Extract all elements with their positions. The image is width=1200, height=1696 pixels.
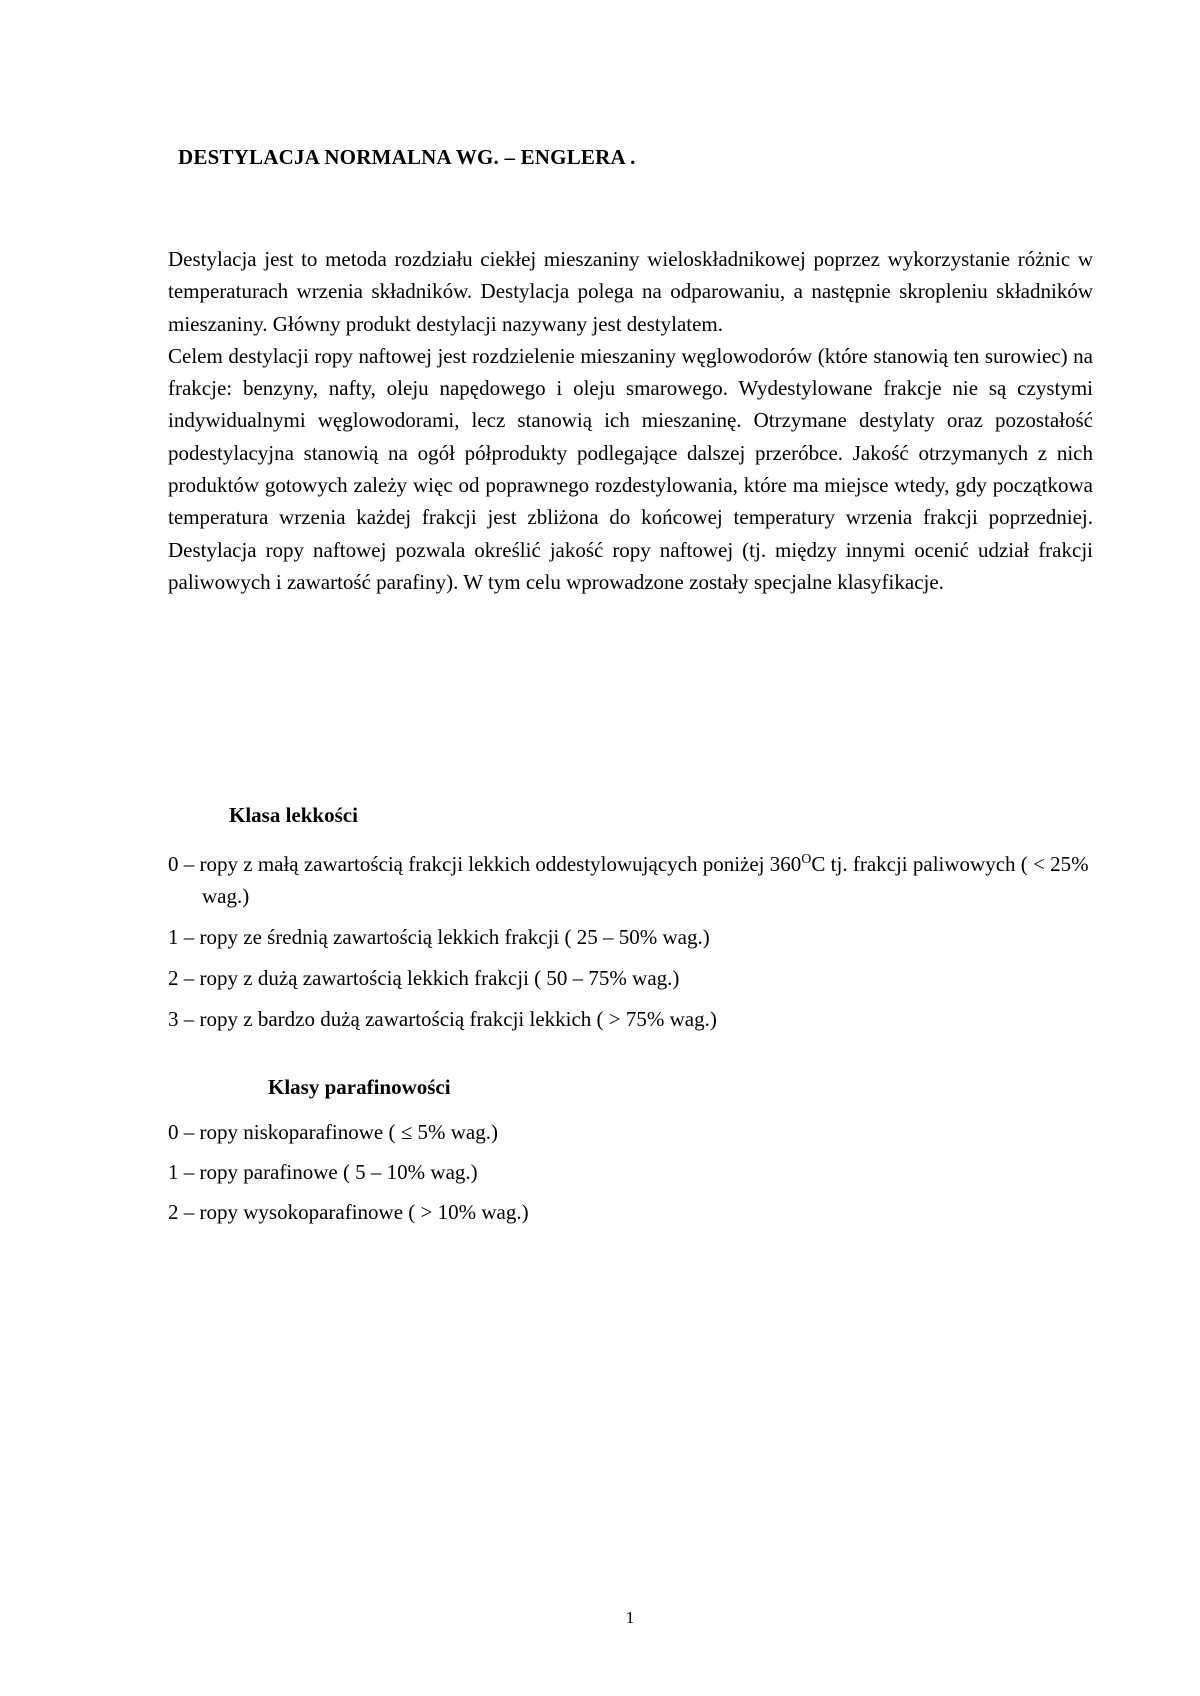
list-item-text: 0 – ropy z małą zawartością frakcji lekkich oddestylowujących poniżej 360 xyxy=(168,852,802,876)
degree-superscript: O xyxy=(801,852,812,867)
klasy-parafinowosci-list xyxy=(168,1116,1098,1236)
list-item xyxy=(168,848,1098,912)
list-item: 1 – ropy ze średnią zawartością lekkich frakcji ( 25 – 50% wag.) xyxy=(168,925,710,949)
intro-text xyxy=(168,243,1093,598)
intro-paragraph: Destylacja jest to metoda rozdziału ciekłej mieszaniny wieloskładnikowej poprzez wykorzystanie różnic w temperaturach wrzenia składników. Destylacja polega na odparowaniu, a następnie skropleniu składników mieszaniny. Główny produkt destylacji nazywany jest destylatem. xyxy=(168,247,1093,336)
document-title: DESTYLACJA NORMALNA WG. – ENGLERA . xyxy=(178,145,636,169)
section-heading-klasa-lekkosci: Klasa lekkości xyxy=(229,803,358,827)
list-item: 1 – ropy parafinowe ( 5 – 10% wag.) xyxy=(168,1160,478,1184)
section-heading-klasy-parafinowosci: Klasy parafinowości xyxy=(268,1075,451,1099)
list-item: 2 – ropy wysokoparafinowe ( > 10% wag.) xyxy=(168,1200,529,1224)
list-item-text: C tj. frakcji paliwowych ( < 25% wag.) xyxy=(202,852,1089,908)
klasa-lekkosci-list xyxy=(168,848,1098,1044)
page-number: 1 xyxy=(625,1608,635,1627)
list-item: 2 – ropy z dużą zawartością lekkich frakcji ( 50 – 75% wag.) xyxy=(168,966,680,990)
list-item: 3 – ropy z bardzo dużą zawartością frakcji lekkich ( > 75% wag.) xyxy=(168,1007,717,1031)
list-item: 0 – ropy niskoparafinowe ( ≤ 5% wag.) xyxy=(168,1120,498,1144)
intro-paragraph: Celem destylacji ropy naftowej jest rozdzielenie mieszaniny węglowodorów (które stanowią ten surowiec) na frakcje: benzyny, nafty, oleju napędowego i oleju smarowego. Wydestylowane frakcje nie są czystymi indywidualnymi węglowodorami, lecz stanowią ich mieszaninę. Otrzymane destylaty oraz pozostałość podestylacyjna stanowią na ogół półprodukty podlegające dalszej przeróbce. Jakość otrzymanych z nich produktów gotowych zależy więc od poprawnego rozdestylowania, które ma miejsce wtedy, gdy początkowa temperatura wrzenia każdej frakcji jest zbliżona do końcowej temperatury wrzenia frakcji poprzedniej. Destylacja ropy naftowej pozwala określić jakość ropy naftowej (tj. między innymi ocenić udział frakcji paliwowych i zawartość parafiny). W tym celu wprowadzone zostały specjalne klasyfikacje. xyxy=(168,343,1093,594)
